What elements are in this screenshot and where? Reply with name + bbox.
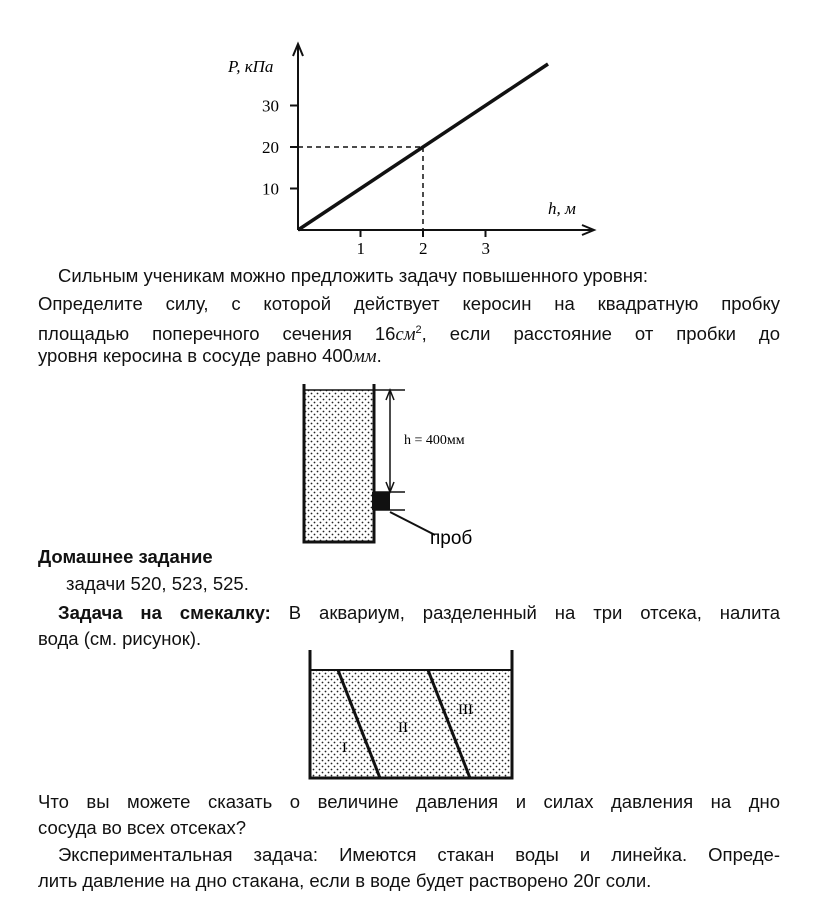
height-label: h = 400мм bbox=[404, 433, 465, 448]
compartment-label-1: I bbox=[342, 740, 347, 756]
task-line-3: уровня керосина в сосуде равно 400мм. bbox=[38, 345, 382, 367]
graph-axes bbox=[227, 44, 594, 258]
plug bbox=[372, 492, 390, 510]
pressure-depth-graph bbox=[0, 0, 816, 270]
puzzle-title: Задача на смекалку: bbox=[58, 602, 271, 623]
question-line-2: сосуда во всех отсеках? bbox=[38, 817, 247, 838]
compartment-label-3: III bbox=[458, 702, 473, 718]
aquarium-water bbox=[310, 670, 512, 778]
y-axis-label: P, кПа bbox=[228, 57, 274, 76]
homework-title: Домашнее задание bbox=[38, 546, 213, 567]
x-tick-label: 2 bbox=[419, 239, 428, 258]
compartment-label-2: II bbox=[398, 720, 408, 736]
experiment-line-2: лить давление на дно стакана, если в воде будет растворено 20г соли. bbox=[38, 870, 652, 891]
unit-mm: мм bbox=[352, 347, 377, 367]
x-tick-label: 3 bbox=[481, 239, 490, 258]
homework-tasks: задачи 520, 523, 525. bbox=[66, 573, 249, 594]
x-axis-label: h, м bbox=[548, 199, 576, 218]
plug-label: проб bbox=[430, 528, 473, 549]
task-line-1: Определите силу, с которой действует керосин на квадратную пробку bbox=[38, 293, 780, 314]
y-tick-label: 30 bbox=[262, 96, 279, 116]
kerosene-vessel-figure bbox=[280, 380, 540, 550]
kerosene-fill bbox=[304, 390, 374, 542]
unit-cm: см bbox=[395, 325, 416, 346]
aquarium-figure bbox=[300, 648, 524, 784]
intro-text: Сильным ученикам можно предложить задачу повышенного уровня: bbox=[58, 265, 649, 286]
experiment-line-1: Экспериментальная задача: Имеются стакан воды и линейка. Опреде- bbox=[58, 844, 780, 865]
y-tick-label: 20 bbox=[262, 138, 279, 157]
x-tick-label: 1 bbox=[356, 239, 365, 258]
plug-pointer bbox=[390, 512, 435, 535]
task-line-2: площадью поперечного сечения $16см^2$, если расстояние от пробки до bbox=[38, 323, 780, 346]
question-line-1: Что вы можете сказать о величине давления и силах давления на дно bbox=[38, 791, 780, 812]
puzzle-line-2: вода (см. рисунок). bbox=[38, 628, 202, 649]
y-tick-label: 10 bbox=[262, 179, 279, 199]
puzzle-line-1: Задача на смекалку: В аквариум, разделенный на три отсека, налита bbox=[58, 602, 780, 623]
